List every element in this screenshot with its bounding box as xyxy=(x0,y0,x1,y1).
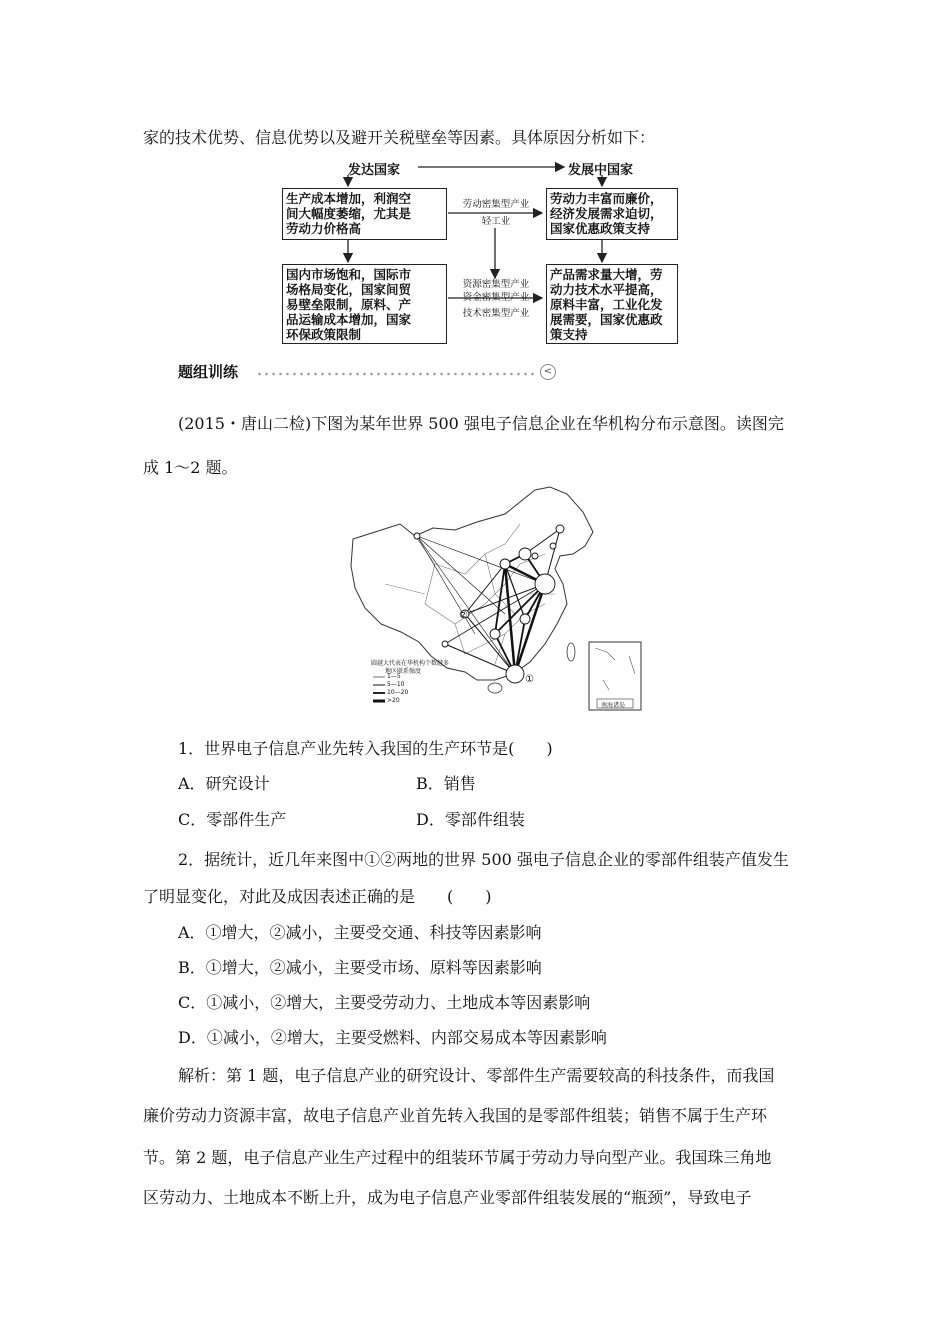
analysis-line1: 解析：第 1 题，电子信息产业的研究设计、零部件生产需要较高的科技条件，而我国 xyxy=(178,1066,775,1085)
intro-text: 家的技术优势、信息优势以及避开关税壁垒等因素。具体原因分析如下： xyxy=(143,128,656,147)
china-map-figure xyxy=(345,484,645,712)
box-br-line: 动力技术水平提高， xyxy=(550,282,663,297)
box-br-line: 展需要，国家优惠政 xyxy=(550,312,663,327)
taiwan-island xyxy=(567,643,575,661)
analysis-line3: 节。第 2 题，电子信息产业生产过程中的组装环节属于劳动力导向型产业。我国珠三角地 xyxy=(143,1148,772,1167)
legend-lines xyxy=(373,677,385,701)
analysis-line2: 廉价劳动力资源丰富，故电子信息产业首先转入我国的是零部件组装；销售不属于生产环 xyxy=(143,1106,768,1125)
legend-item-4: >20 xyxy=(387,697,400,704)
industry-transfer-diagram xyxy=(268,158,688,344)
box-br-line: 产品需求量大增，劳 xyxy=(550,267,663,282)
developed-country-title: 发达国家 xyxy=(348,163,401,178)
q2-stem-line1: 2．据统计，近几年来图中①②两地的世界 500 强电子信息企业的零部件组装产值发生 xyxy=(178,850,789,869)
box-bl-line: 场格局变化，国家间贸 xyxy=(286,282,412,297)
box-tr-line: 国家优惠政策支持 xyxy=(550,221,651,236)
q1-option-c: C．零部件生产 xyxy=(178,810,287,829)
china-outline xyxy=(351,487,593,680)
developed-cost-box xyxy=(282,188,447,240)
box-tr-line: 劳动力丰富而廉价， xyxy=(550,191,663,206)
developing-country-title: 发展中国家 xyxy=(568,163,634,178)
legend-title1: 圆越大代表在华机构个数越多 xyxy=(371,660,450,667)
box-bl-line: 环保政策限制 xyxy=(286,327,362,342)
q2-option-c: C．①减小，②增大，主要受劳动力、土地成本等因素影响 xyxy=(178,993,591,1012)
box-br-line: 原料丰富，工业化发 xyxy=(550,297,663,312)
province-borders xyxy=(385,524,555,664)
legend-item-2: 5—10 xyxy=(387,681,405,688)
q1-stem: 1．世界电子信息产业先转入我国的生产环节是( ) xyxy=(178,739,553,758)
developing-demand-box xyxy=(546,264,678,344)
question-intro-line1: (2015・唐山二检)下图为某年世界 500 强电子信息企业在华机构分布示意图。读图完 xyxy=(178,414,784,433)
box-tl-line: 生产成本增加，利润空 xyxy=(286,191,412,206)
q2-option-d: D．①减小，②增大，主要受燃料、内部交易成本等因素影响 xyxy=(178,1028,607,1047)
q2-stem-line2: 了明显变化，对此及成因表述正确的是 ( ) xyxy=(143,887,492,906)
developed-market-box xyxy=(282,264,447,344)
mid-bottom-line: 资金密集型产业 xyxy=(462,292,530,303)
hainan-island xyxy=(488,683,502,693)
q2-option-b: B．①增大，②减小，主要受市场、原料等因素影响 xyxy=(178,958,542,977)
marker-2: ② xyxy=(459,610,468,621)
section-heading xyxy=(178,361,563,385)
marker-1: ① xyxy=(525,674,534,685)
legend-item-1: 1—5 xyxy=(387,673,401,680)
chevron-left-icon: < xyxy=(540,364,556,380)
q1-option-d: D．零部件组装 xyxy=(416,810,525,829)
legend-title2: 地区联系强度 xyxy=(385,668,422,675)
box-bl-line: 国内市场饱和，国际市 xyxy=(286,267,412,282)
labor-intensive-label xyxy=(449,198,543,211)
mid-bottom-line: 技术密集型产业 xyxy=(462,308,530,319)
question-intro-line2: 成 1～2 题。 xyxy=(143,458,238,477)
box-tr-line: 经济发展需求迫切， xyxy=(550,206,663,221)
box-bl-line: 易壁垒限制，原料、产 xyxy=(286,297,412,312)
inset-label: 南海诸岛 xyxy=(601,702,626,709)
resource-capital-tech-labels xyxy=(449,278,543,320)
box-tl-line: 间大幅度萎缩，尤其是 xyxy=(286,206,412,221)
section-title: 题组训练 xyxy=(178,363,239,381)
analysis-line4: 区劳动力、土地成本不断上升，成为电子信息产业零部件组装发展的“瓶颈”，导致电子 xyxy=(143,1188,752,1207)
mid-bottom-line: 资源密集型产业 xyxy=(462,279,530,290)
light-industry-label xyxy=(449,215,543,228)
box-br-line: 策支持 xyxy=(550,327,588,342)
mid-top-line: 劳动密集型产业 xyxy=(462,199,530,210)
legend-item-3: 10—20 xyxy=(387,689,409,696)
q1-option-a: A．研究设计 xyxy=(178,774,270,793)
q1-option-b: B．销售 xyxy=(416,774,476,793)
box-tl-line: 劳动力价格高 xyxy=(286,221,362,236)
mid-top-line: 轻工业 xyxy=(481,216,511,227)
q2-option-a: A．①增大，②减小，主要受交通、科技等因素影响 xyxy=(178,923,542,942)
dotted-divider xyxy=(256,372,536,376)
box-bl-line: 品运输成本增加，国家 xyxy=(286,312,412,327)
developing-labor-box xyxy=(546,188,678,240)
